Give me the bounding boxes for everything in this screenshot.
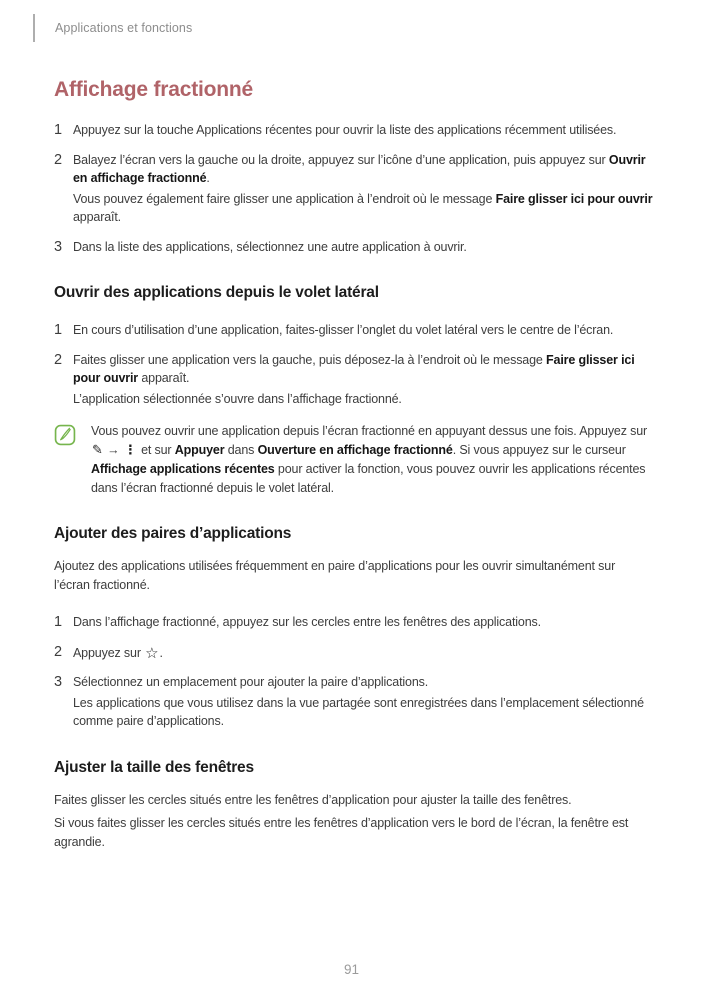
item-number: 2 (54, 643, 63, 660)
text-run: Appuyez sur (73, 645, 145, 660)
bold-text: Appuyer (174, 442, 225, 457)
text-run: pour activer la fonction, vous pouvez ouvrir les applications récentes dans l’écran fractionné depuis le volet latéral. (91, 462, 646, 495)
running-header-text: Applications et fonctions (55, 21, 193, 35)
text-run: Les applications que vous utilisez dans la vue partagée sont enregistrées dans l’emplacement sélectionné comme paire d’applications. (73, 695, 644, 728)
pencil-icon: ✎ (92, 442, 103, 458)
bold-text: Faire glisser ici pour ouvrir (73, 352, 635, 385)
more-vert-icon: ⋮ (123, 442, 137, 458)
text-run: Dans la liste des applications, sélectionnez une autre application à ouvrir. (73, 239, 467, 254)
split-view-steps (54, 121, 653, 256)
item-number: 1 (54, 322, 63, 338)
text-run: En cours d’utilisation d’une application, faites-glisser l’onglet du volet latéral vers le centre de l’écran. (73, 323, 614, 337)
page-number: 91 (343, 962, 360, 977)
item-text (73, 321, 653, 340)
item-text (73, 643, 653, 663)
numbered-item (54, 351, 653, 409)
text-run: . Si vous appuyez sur le curseur (452, 442, 626, 457)
item-number: 3 (54, 238, 63, 255)
item-text (73, 351, 653, 388)
text-run: Vous pouvez également faire glisser une application à l’endroit où le message (73, 191, 496, 206)
text-run: L’application sélectionnée s’ouvre dans l’affichage fractionné. (73, 391, 402, 406)
item-text (73, 673, 653, 692)
item-number: 1 (54, 122, 63, 138)
text-run: Dans l’affichage fractionné, appuyez sur les cercles entre les fenêtres des applications. (73, 615, 541, 629)
note-text (91, 422, 653, 497)
item-followup (73, 390, 653, 409)
page-title: Affichage fractionné (54, 78, 254, 101)
text-run: Ajoutez des applications utilisées fréquemment en paire d’applications pour les ouvrir simultanément sur l’écran fractionné. (54, 559, 616, 592)
app-pairs-steps (54, 613, 653, 731)
bold-text: Affichage applications récentes (91, 462, 275, 476)
text-run: Faites glisser les cercles situés entre les fenêtres d’application pour ajuster la taille des fenêtres. (54, 792, 572, 807)
numbered-item (54, 643, 653, 663)
numbered-item (54, 151, 653, 227)
item-text (73, 238, 653, 257)
numbered-item (54, 121, 653, 140)
page-content (0, 78, 703, 851)
item-text (73, 613, 653, 632)
window-size-para-2 (54, 814, 653, 851)
item-number: 3 (54, 674, 63, 690)
running-header (33, 14, 703, 42)
text-run: apparaît. (138, 371, 190, 385)
item-followup (73, 694, 653, 731)
item-followup (73, 190, 653, 227)
side-panel-steps (54, 321, 653, 408)
text-run: apparaît. (73, 210, 121, 224)
note-block (54, 422, 653, 497)
numbered-item (54, 238, 653, 257)
text-run: et sur (137, 442, 175, 457)
star-icon: ☆ (145, 643, 159, 662)
numbered-item (54, 673, 653, 731)
section-heading-app-pairs: Ajouter des paires d’applications (54, 525, 292, 542)
section-heading-window-size: Ajuster la taille des fenêtres (54, 758, 254, 776)
item-number: 1 (54, 614, 63, 630)
text-run: Balayez l’écran vers la gauche ou la droite, appuyez sur l’icône d’une application, puis appuyez sur (73, 152, 609, 167)
bold-text: Ouvrir en affichage fractionné (73, 152, 646, 185)
item-text (73, 151, 653, 188)
bold-text: Ouverture en affichage fractionné (257, 442, 453, 457)
window-size-para-1 (54, 791, 653, 810)
numbered-item (54, 321, 653, 340)
bold-text: Faire glisser ici pour ouvrir (495, 191, 653, 206)
item-text (73, 121, 653, 140)
header-rule (33, 14, 35, 42)
text-run: Faites glisser une application vers la gauche, puis déposez-la à l’endroit où le message (73, 352, 547, 367)
text-run: → (103, 442, 123, 457)
item-number: 2 (54, 151, 63, 168)
text-run: Appuyez sur la touche Applications récentes pour ouvrir la liste des applications récemment utilisées. (73, 123, 617, 137)
item-number: 2 (54, 351, 63, 368)
text-run: Sélectionnez un emplacement pour ajouter la paire d’applications. (73, 675, 429, 689)
text-run: . (206, 171, 210, 185)
text-run: Vous pouvez ouvrir une application depuis l’écran fractionné en appuyant dessus une fois. Appuyez sur (91, 424, 648, 438)
section-heading-side-panel: Ouvrir des applications depuis le volet latéral (54, 284, 379, 301)
app-pairs-intro (54, 557, 653, 594)
text-run: Si vous faites glisser les cercles situés entre les fenêtres d’application vers le bord de l’écran, la fenêtre est agrandie. (54, 816, 629, 849)
text-run: dans (224, 442, 258, 457)
numbered-item (54, 613, 653, 632)
text-run: . (159, 645, 163, 660)
note-icon (54, 424, 76, 497)
